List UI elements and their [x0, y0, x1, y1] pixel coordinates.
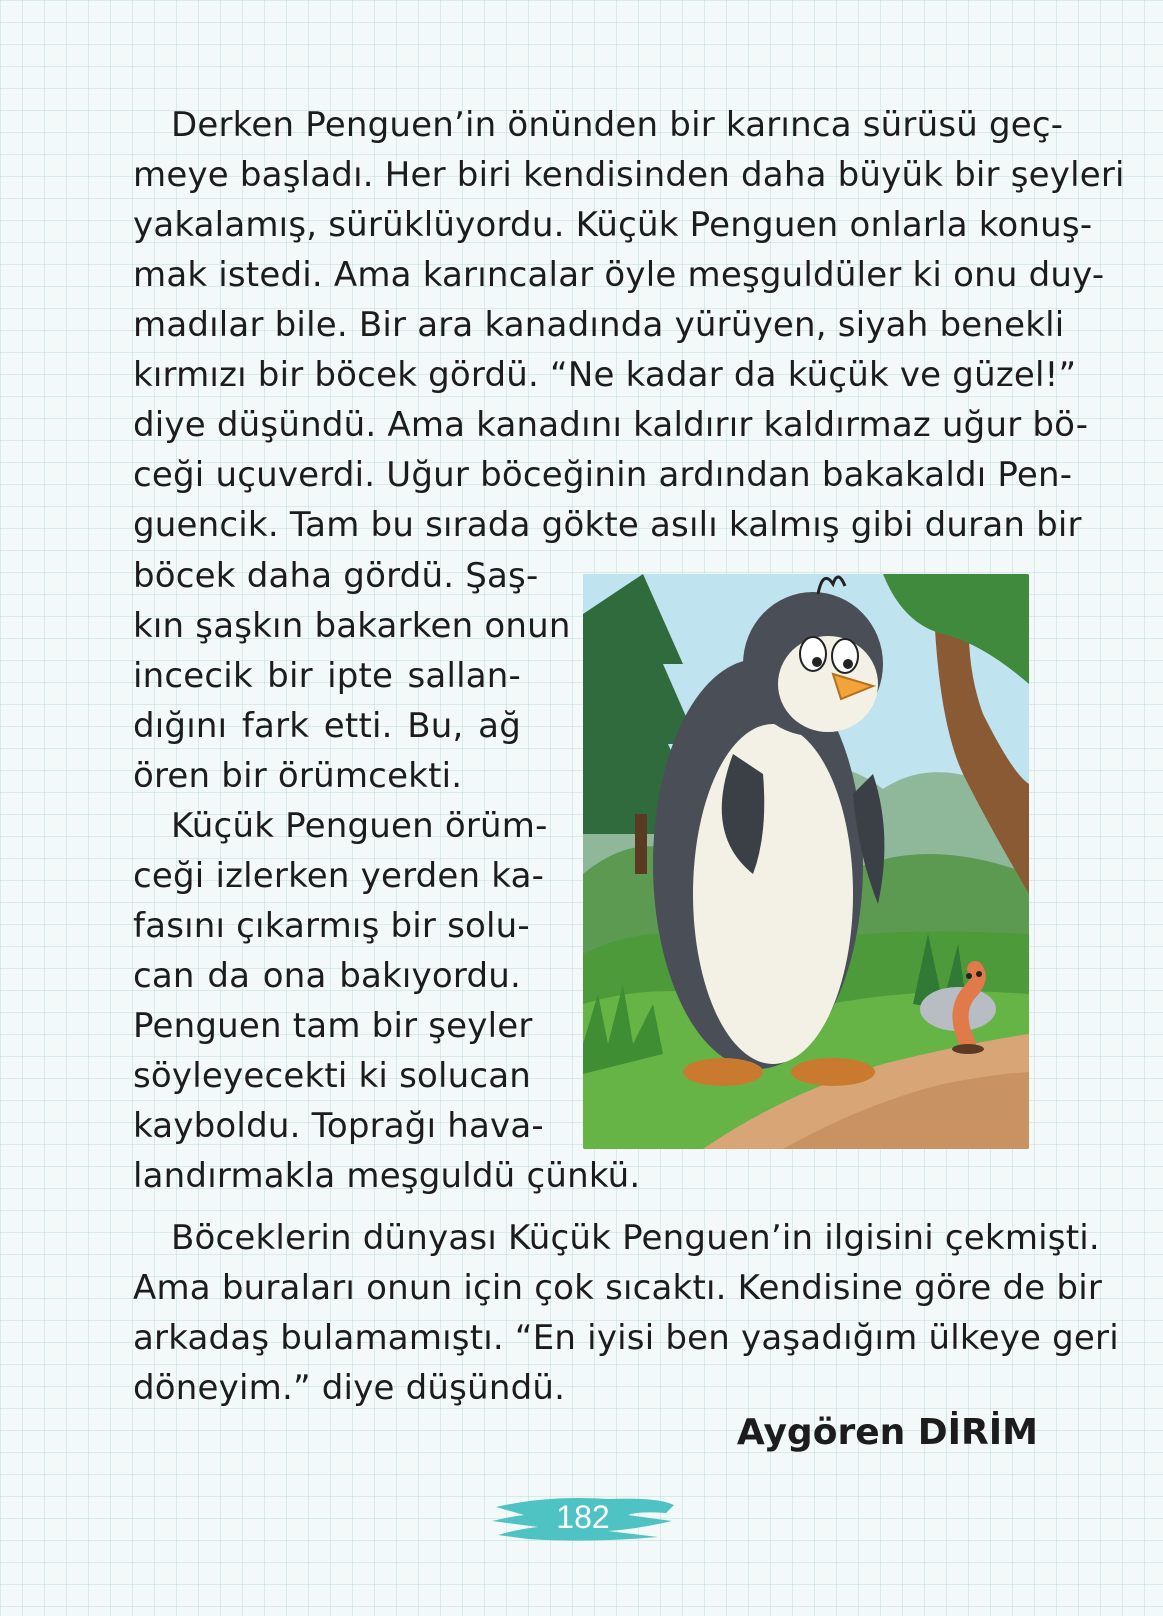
text-line: kın şaşkın bakarken onun	[133, 606, 571, 646]
paragraph-wrapped	[133, 551, 641, 1201]
text-line: söyleyecekti ki solucan	[133, 1056, 532, 1096]
text-line: can da ona bakıyordu.	[133, 956, 521, 996]
text-line: ceği uçuverdi. Uğur böceğinin ardından bakakaldı Pen-	[133, 455, 1073, 495]
author-name: Aygören DİRİM	[736, 1412, 1038, 1453]
penguin-illustration	[583, 574, 1029, 1149]
text-line: kırmızı bir böcek gördü. “Ne kadar da küçük ve güzel!”	[133, 355, 1077, 395]
text-line: Ama buraları onun için çok sıcaktı. Kendisine göre de bir	[133, 1268, 1103, 1308]
paragraph-bottom	[133, 1213, 1119, 1413]
text-line: döneyim.” diye düşündü.	[133, 1368, 566, 1408]
text-line: landırmakla meşguldü çünkü.	[133, 1156, 641, 1196]
text-line: incecik bir ipte sallan-	[133, 656, 521, 696]
text-line: madılar bile. Bir ara kanadında yürüyen, siyah benekli	[133, 305, 1065, 345]
page-number-badge	[488, 1487, 678, 1547]
text-line: diye düşündü. Ama kanadını kaldırır kaldırmaz uğur bö-	[133, 405, 1089, 445]
text-line: Böceklerin dünyası Küçük Penguen’in ilgisini çekmişti.	[171, 1218, 1100, 1258]
text-line: meye başladı. Her biri kendisinden daha büyük bir şeyleri	[133, 155, 1125, 195]
paragraph-top	[133, 100, 1125, 550]
text-line: dığını fark etti. Bu, ağ	[133, 706, 521, 746]
text-line: guencik. Tam bu sırada gökte asılı kalmış gibi duran bir	[133, 505, 1082, 545]
text-line: fasını çıkarmış bir solu-	[133, 906, 530, 946]
text-line: arkadaş bulamamıştı. “En iyisi ben yaşadığım ülkeye geri	[133, 1318, 1119, 1358]
text-line: mak istedi. Ama karıncalar öyle meşguldüler ki onu duy-	[133, 255, 1105, 295]
text-line: yakalamış, sürüklüyordu. Küçük Penguen onlarla konuş-	[133, 205, 1093, 245]
text-line: kayboldu. Toprağı hava-	[133, 1106, 544, 1146]
text-line: böcek daha gördü. Şaş-	[133, 556, 539, 596]
text-line: ceği izlerken yerden ka-	[133, 856, 545, 896]
text-line: Derken Penguen’in önünden bir karınca sürüsü geç-	[171, 105, 1064, 145]
text-line: ören bir örümcekti.	[133, 756, 463, 796]
text-line: Küçük Penguen örüm-	[171, 806, 548, 846]
page-number: 182	[556, 1499, 610, 1535]
text-line: Penguen tam bir şeyler	[133, 1006, 533, 1046]
